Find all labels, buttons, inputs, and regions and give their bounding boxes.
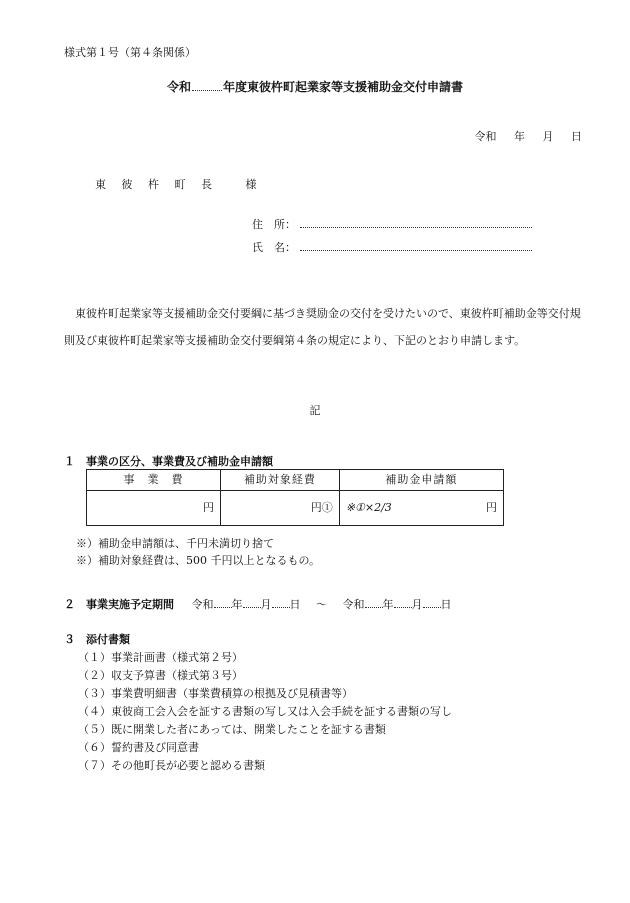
attachment-item: （２）収支予算書（様式第３号）: [78, 669, 243, 682]
attachment-item: （７）その他町長が必要と認める書類: [78, 759, 265, 772]
attachment-item: （６）誓約書及び同意書: [78, 741, 199, 754]
cell-request[interactable]: [339, 491, 503, 526]
section1-heading: １ 事業の区分、事業費及び補助金申請額: [64, 455, 273, 468]
start-day-blank[interactable]: [272, 607, 290, 608]
attachment-item: （３）事業費明細書（事業費積算の根拠及び見積書等）: [78, 687, 353, 700]
request-unit: 円: [486, 501, 497, 515]
title-text: 年度東彼杵町起業家等支援補助金交付申請書: [223, 80, 464, 94]
end-era: 令和: [342, 598, 365, 611]
end-month-blank[interactable]: [394, 607, 412, 608]
address-field: [252, 217, 532, 232]
section2-period: [64, 598, 452, 612]
amount-table: [86, 469, 504, 526]
address-input-line[interactable]: [300, 217, 532, 228]
attachment-item: （１）事業計画書（様式第２号）: [78, 651, 243, 664]
start-year-blank[interactable]: [214, 607, 232, 608]
title-era: 令和: [166, 80, 191, 94]
name-input-line[interactable]: [300, 240, 532, 251]
address-label: 住 所：: [252, 218, 296, 231]
attachment-item: （５）既に開業した者にあっては、開業したことを証する書類: [78, 723, 386, 736]
cell-cost[interactable]: [87, 491, 221, 526]
name-field: [252, 240, 532, 255]
addressee-name: 東 彼 杵 町 長: [95, 178, 218, 191]
attachment-item: （４）東彼商工会入会を証する書類の写し又は入会手続を証する書類の写し: [78, 705, 452, 718]
date-month[interactable]: 月: [542, 130, 554, 143]
start-era: 令和: [191, 598, 214, 611]
section2-heading: ２ 事業実施予定期間: [64, 598, 174, 611]
date-era: 令和: [474, 130, 497, 143]
end-month-label: 月: [411, 598, 423, 611]
start-day-label: 日: [289, 598, 301, 611]
note-1: ※）補助金申請額は、千円未満切り捨て: [76, 537, 274, 550]
name-label: 氏 名：: [252, 241, 296, 254]
request-formula: ※①×2/3: [345, 501, 392, 515]
application-statement: 東彼杵町起業家等支援補助金交付要綱に基づき奨励金の交付を受けたいので、東彼杵町補助金等交付規則及び東彼杵町起業家等支援補助金交付要綱第４条の規定により、下記のとおり申請します。: [64, 307, 581, 347]
cell-eligible[interactable]: [220, 491, 339, 526]
start-month-blank[interactable]: [243, 607, 261, 608]
period-tilde: ～: [316, 598, 327, 611]
start-year-label: 年: [231, 598, 243, 611]
application-date: [475, 130, 583, 144]
addressee-honorific: 様: [245, 178, 263, 191]
eligible-unit: 円①: [310, 501, 333, 515]
note-2: ※）補助対象経費は、500 千円以上となるもの。: [76, 554, 321, 567]
end-year-label: 年: [382, 598, 394, 611]
title-year-blank[interactable]: [192, 90, 222, 91]
date-year[interactable]: 年: [514, 130, 525, 143]
table-header-request: 補助金申請額: [339, 470, 503, 491]
form-reference: 様式第１号（第４条関係）: [64, 46, 196, 59]
addressee: [95, 178, 263, 192]
table-header-eligible: 補助対象経費: [220, 470, 339, 491]
end-day-label: 日: [440, 598, 452, 611]
table-header-cost: 事 業 費: [87, 470, 221, 491]
form-title: [0, 80, 630, 95]
end-day-blank[interactable]: [423, 607, 441, 608]
end-year-blank[interactable]: [365, 607, 383, 608]
section3-heading: ３ 添付書類: [64, 633, 130, 646]
date-day[interactable]: 日: [571, 130, 582, 143]
ki-marker: 記: [309, 404, 321, 417]
start-month-label: 月: [260, 598, 272, 611]
cost-unit: 円: [202, 501, 214, 515]
